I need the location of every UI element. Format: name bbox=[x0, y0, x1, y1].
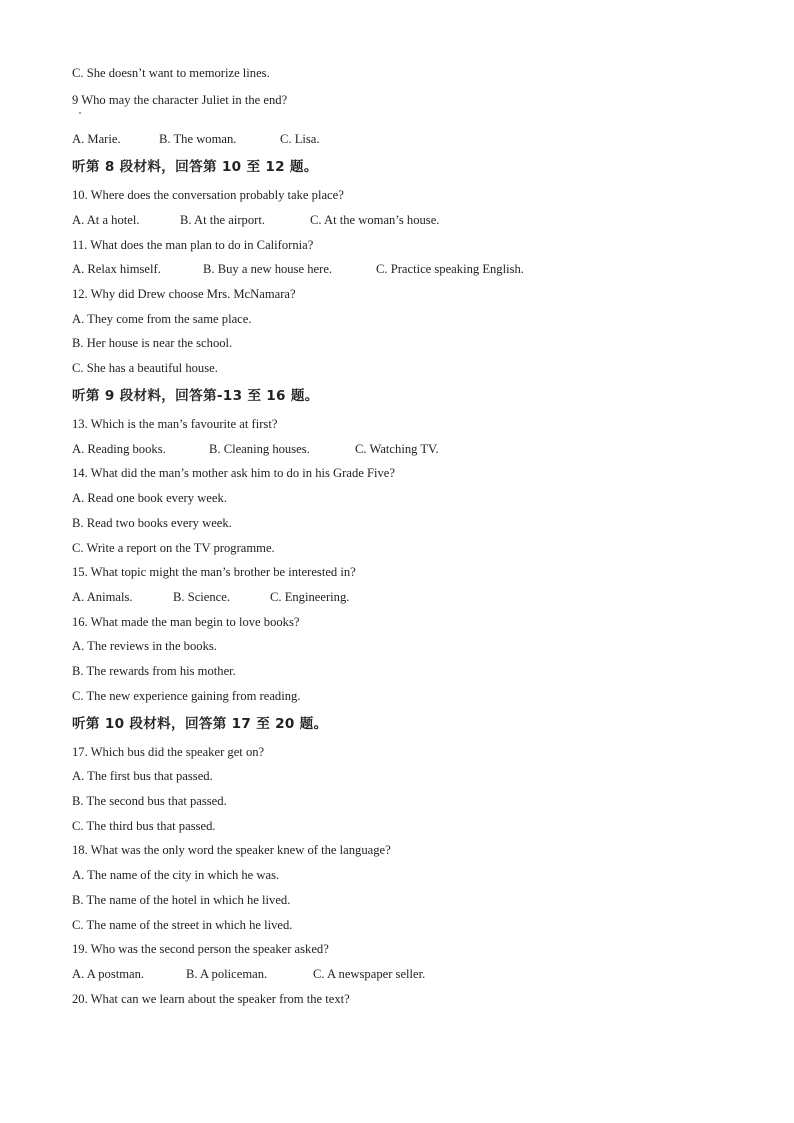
q16-option-b: B. The rewards from his mother. bbox=[72, 664, 236, 678]
q15-option-c: C. Engineering. bbox=[270, 590, 350, 604]
q9-option-b: B. The woman. bbox=[159, 132, 237, 146]
section-heading-8: 听第 8 段材料，回答第 10 至 12 题。 bbox=[72, 159, 318, 175]
question-15: 15. What topic might the man’s brother be interested in? bbox=[72, 565, 356, 579]
question-17: 17. Which bus did the speaker get on? bbox=[72, 745, 265, 759]
q12-option-a: A. They come from the same place. bbox=[72, 312, 252, 326]
question-10: 10. Where does the conversation probably take place? bbox=[72, 188, 344, 202]
question-20: 20. What can we learn about the speaker from the text? bbox=[72, 992, 350, 1006]
q14-option-c: C. Write a report on the TV programme. bbox=[72, 541, 275, 555]
q18-option-a: A. The name of the city in which he was. bbox=[72, 868, 280, 882]
q10-option-c: C. At the woman’s house. bbox=[310, 213, 440, 227]
q19-option-c: C. A newspaper seller. bbox=[313, 967, 426, 981]
q17-option-c: C. The third bus that passed. bbox=[72, 819, 216, 833]
question-11: 11. What does the man plan to do in California? bbox=[72, 238, 314, 252]
q19-option-b: B. A policeman. bbox=[186, 967, 268, 981]
q15-option-a: A. Animals. bbox=[72, 590, 133, 604]
section-heading-9: 听第 9 段材料，回答第-13 至 16 题。 bbox=[72, 388, 319, 404]
q17-option-a: A. The first bus that passed. bbox=[72, 769, 213, 783]
q18-option-b: B. The name of the hotel in which he lived. bbox=[72, 893, 291, 907]
q9-option-a: A. Marie. bbox=[72, 132, 121, 146]
q10-option-a: A. At a hotel. bbox=[72, 213, 140, 227]
stray-mark bbox=[79, 112, 81, 114]
q19-option-a: A. A postman. bbox=[72, 967, 145, 981]
question-13: 13. Which is the man’s favourite at first? bbox=[72, 417, 278, 431]
q13-option-c: C. Watching TV. bbox=[355, 442, 439, 456]
section-heading-10: 听第 10 段材料，回答第 17 至 20 题。 bbox=[72, 716, 328, 732]
question-18: 18. What was the only word the speaker knew of the language? bbox=[72, 843, 391, 857]
q10-option-b: B. At the airport. bbox=[180, 213, 265, 227]
q15-option-b: B. Science. bbox=[173, 590, 231, 604]
q14-option-b: B. Read two books every week. bbox=[72, 516, 232, 530]
q11-option-b: B. Buy a new house here. bbox=[203, 262, 333, 276]
question-14: 14. What did the man’s mother ask him to do in his Grade Five? bbox=[72, 466, 395, 480]
question-19: 19. Who was the second person the speaker asked? bbox=[72, 942, 329, 956]
question-9: 9 Who may the character Juliet in the end? bbox=[72, 93, 288, 107]
q16-option-a: A. The reviews in the books. bbox=[72, 639, 217, 653]
question-12: 12. Why did Drew choose Mrs. McNamara? bbox=[72, 287, 296, 301]
question-16: 16. What made the man begin to love books? bbox=[72, 615, 300, 629]
q13-option-a: A. Reading books. bbox=[72, 442, 166, 456]
q13-option-b: B. Cleaning houses. bbox=[209, 442, 310, 456]
q11-option-a: A. Relax himself. bbox=[72, 262, 161, 276]
q17-option-b: B. The second bus that passed. bbox=[72, 794, 227, 808]
q12-option-b: B. Her house is near the school. bbox=[72, 336, 233, 350]
q11-option-c: C. Practice speaking English. bbox=[376, 262, 524, 276]
q18-option-c: C. The name of the street in which he lived. bbox=[72, 918, 293, 932]
q8-option-c: C. She doesn’t want to memorize lines. bbox=[72, 66, 270, 80]
q16-option-c: C. The new experience gaining from reading. bbox=[72, 689, 301, 703]
q9-option-c: C. Lisa. bbox=[280, 132, 320, 146]
q12-option-c: C. She has a beautiful house. bbox=[72, 361, 218, 375]
q14-option-a: A. Read one book every week. bbox=[72, 491, 227, 505]
